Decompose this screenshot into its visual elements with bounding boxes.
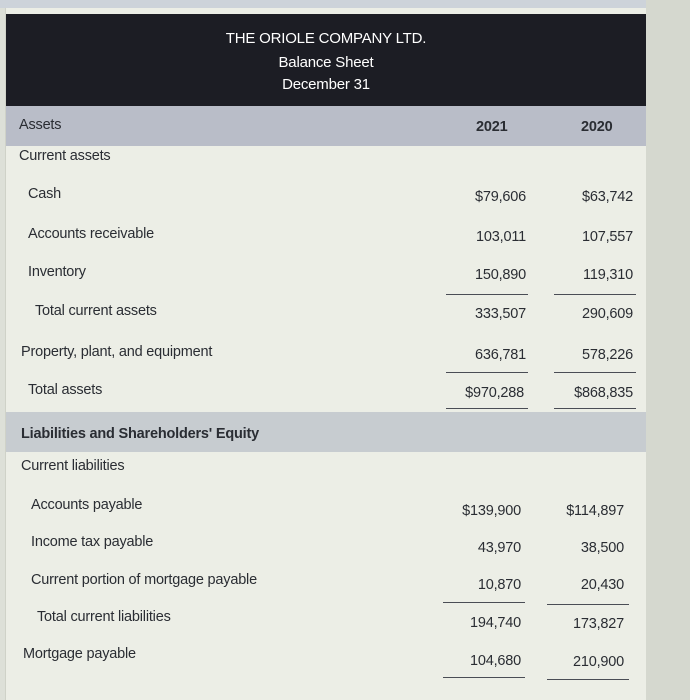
row-label-ppe: Property, plant, and equipment — [21, 344, 213, 360]
subtotal-rule — [446, 372, 528, 373]
liabilities-heading: Liabilities and Shareholders' Equity — [21, 426, 259, 442]
statement-date: December 31 — [282, 76, 370, 93]
mortgage-payable-2020: 210,900 — [572, 654, 624, 670]
row-label-accounts-payable: Accounts payable — [31, 497, 143, 513]
column-2021: 2021 — [476, 119, 508, 135]
company-name: THE ORIOLE COMPANY LTD. — [225, 30, 427, 47]
accounts-payable-2020: $114,897 — [566, 503, 624, 519]
top-edge — [0, 0, 690, 8]
row-label-total-assets: Total assets — [28, 382, 103, 398]
row-label-total-current-liabilities: Total current liabilities — [37, 609, 171, 625]
total-current-liabilities-2021: 194,740 — [469, 615, 521, 631]
subtotal-rule — [446, 294, 528, 295]
income-tax-payable-2021: 43,970 — [477, 540, 521, 556]
row-label-total-current-assets: Total current assets — [35, 303, 157, 319]
balance-sheet — [5, 8, 646, 700]
inventory-2021: 150,890 — [474, 267, 526, 283]
accounts-receivable-2021: 103,011 — [476, 229, 526, 245]
total-current-assets-2021: 333,507 — [474, 306, 526, 322]
sheet-header — [6, 14, 646, 106]
page-background-edge — [646, 0, 690, 700]
total-assets-2021: $970,288 — [465, 385, 524, 401]
assets-header-band — [6, 106, 646, 146]
row-label-inventory: Inventory — [28, 264, 86, 280]
liabilities-header-band — [6, 412, 646, 452]
row-label-mortgage-payable: Mortgage payable — [23, 646, 136, 662]
income-tax-payable-2020: 38,500 — [580, 540, 624, 556]
column-2020: 2020 — [581, 119, 613, 135]
subtotal-rule — [547, 604, 629, 605]
current-liabilities-label: Current liabilities — [21, 458, 125, 474]
current-assets-label: Current assets — [19, 148, 111, 164]
cash-2021: $79,606 — [474, 189, 526, 205]
statement-title: Balance Sheet — [278, 54, 374, 71]
current-portion-mortgage-2020: 20,430 — [580, 577, 624, 593]
row-label-accounts-receivable: Accounts receivable — [28, 226, 154, 242]
subtotal-rule — [443, 677, 525, 678]
row-label-current-portion-mortgage: Current portion of mortgage payable — [31, 572, 257, 588]
inventory-2020: 119,310 — [583, 267, 633, 283]
subtotal-rule — [547, 679, 629, 680]
total-current-liabilities-2020: 173,827 — [572, 616, 624, 632]
total-current-assets-2020: 290,609 — [581, 306, 633, 322]
subtotal-rule — [443, 602, 525, 603]
row-label-income-tax-payable: Income tax payable — [31, 534, 154, 550]
ppe-2020: 578,226 — [581, 347, 633, 363]
subtotal-rule — [554, 294, 636, 295]
total-assets-2020: $868,835 — [574, 385, 633, 401]
mortgage-payable-2021: 104,680 — [469, 653, 521, 669]
ppe-2021: 636,781 — [474, 347, 526, 363]
accounts-receivable-2020: 107,557 — [581, 229, 633, 245]
subtotal-rule — [554, 372, 636, 373]
assets-heading: Assets — [19, 117, 62, 133]
row-label-cash: Cash — [28, 186, 62, 202]
accounts-payable-2021: $139,900 — [462, 503, 521, 519]
cash-2020: $63,742 — [581, 189, 633, 205]
current-portion-mortgage-2021: 10,870 — [477, 577, 521, 593]
